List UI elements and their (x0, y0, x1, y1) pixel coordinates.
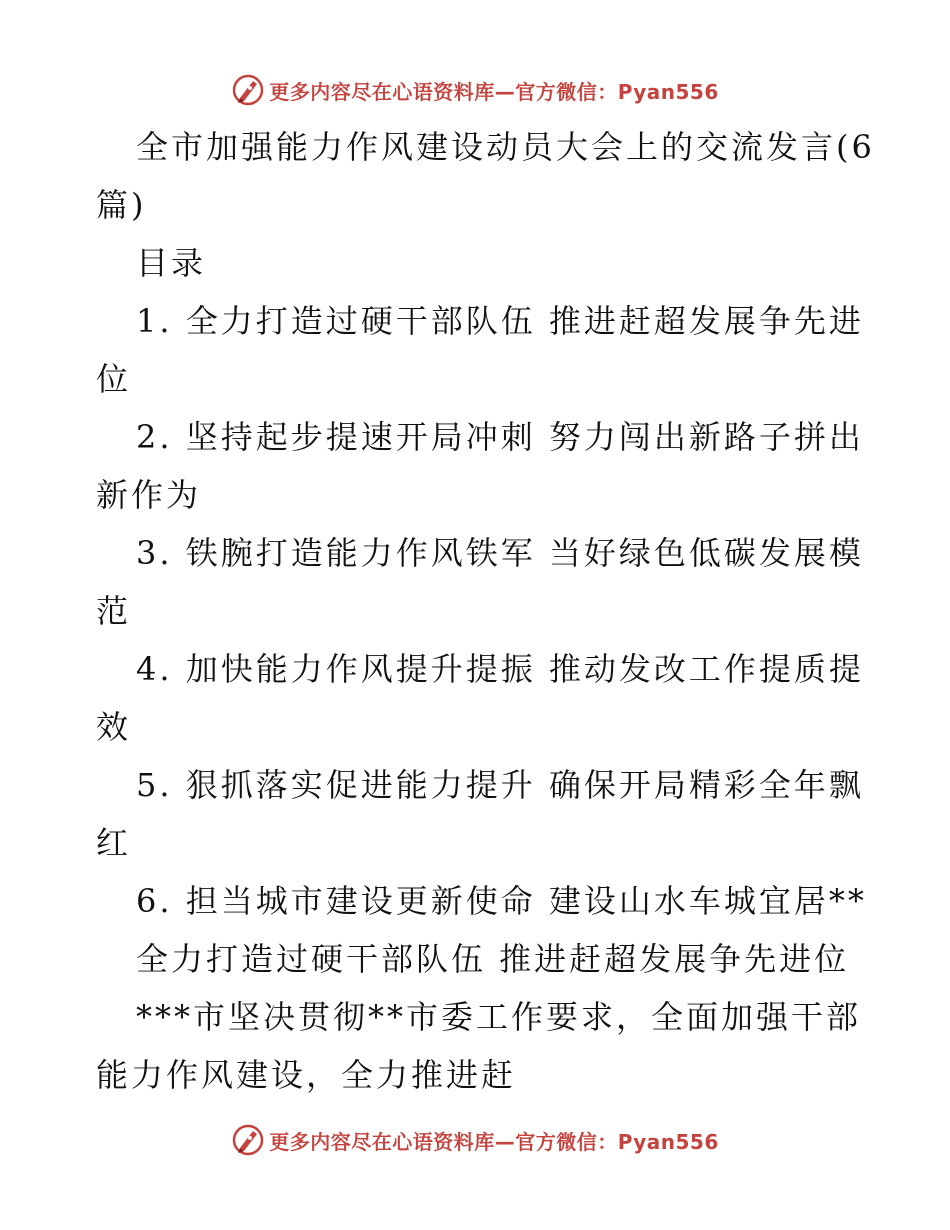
toc-heading: 目录 (136, 244, 207, 282)
pen-logo-icon (231, 1123, 265, 1157)
footer-watermark-text: 更多内容尽在心语资料库—官方微信：Pyan556 (269, 1129, 719, 1154)
toc-item-5-cont: 红 (96, 824, 132, 862)
header-watermark (0, 70, 950, 110)
paragraph-line-2: 能力作风建设，全力推进赶 (96, 1056, 517, 1094)
document-body (96, 118, 875, 1104)
toc-item-4: 4. 加快能力作风提升提振 推动发改工作提质提 (136, 650, 864, 688)
toc-item-6: 6. 担当城市建设更新使命 建设山水车城宜居** (136, 882, 867, 920)
section-heading: 全力打造过硬干部队伍 推进赶超发展争先进位 (136, 940, 850, 978)
toc-item-4-cont: 效 (96, 708, 132, 746)
toc-item-1-cont: 位 (96, 360, 132, 398)
toc-item-3: 3. 铁腕打造能力作风铁军 当好绿色低碳发展模 (136, 534, 864, 572)
toc-item-3-cont: 范 (96, 592, 132, 630)
toc-item-5: 5. 狠抓落实促进能力提升 确保开局精彩全年飘 (136, 766, 864, 804)
doc-title-line-1: 全市加强能力作风建设动员大会上的交流发言(6 (136, 128, 875, 166)
toc-item-2-cont: 新作为 (96, 476, 202, 514)
toc-item-2: 2. 坚持起步提速开局冲刺 努力闯出新路子拼出 (136, 418, 864, 456)
pen-logo-icon (231, 73, 265, 107)
footer-watermark (0, 1120, 950, 1160)
header-watermark-text: 更多内容尽在心语资料库—官方微信：Pyan556 (269, 79, 719, 104)
doc-title-line-2: 篇) (96, 186, 147, 224)
paragraph-line-1: ***市坚决贯彻**市委工作要求，全面加强干部 (136, 998, 862, 1036)
toc-item-1: 1. 全力打造过硬干部队伍 推进赶超发展争先进 (136, 302, 864, 340)
